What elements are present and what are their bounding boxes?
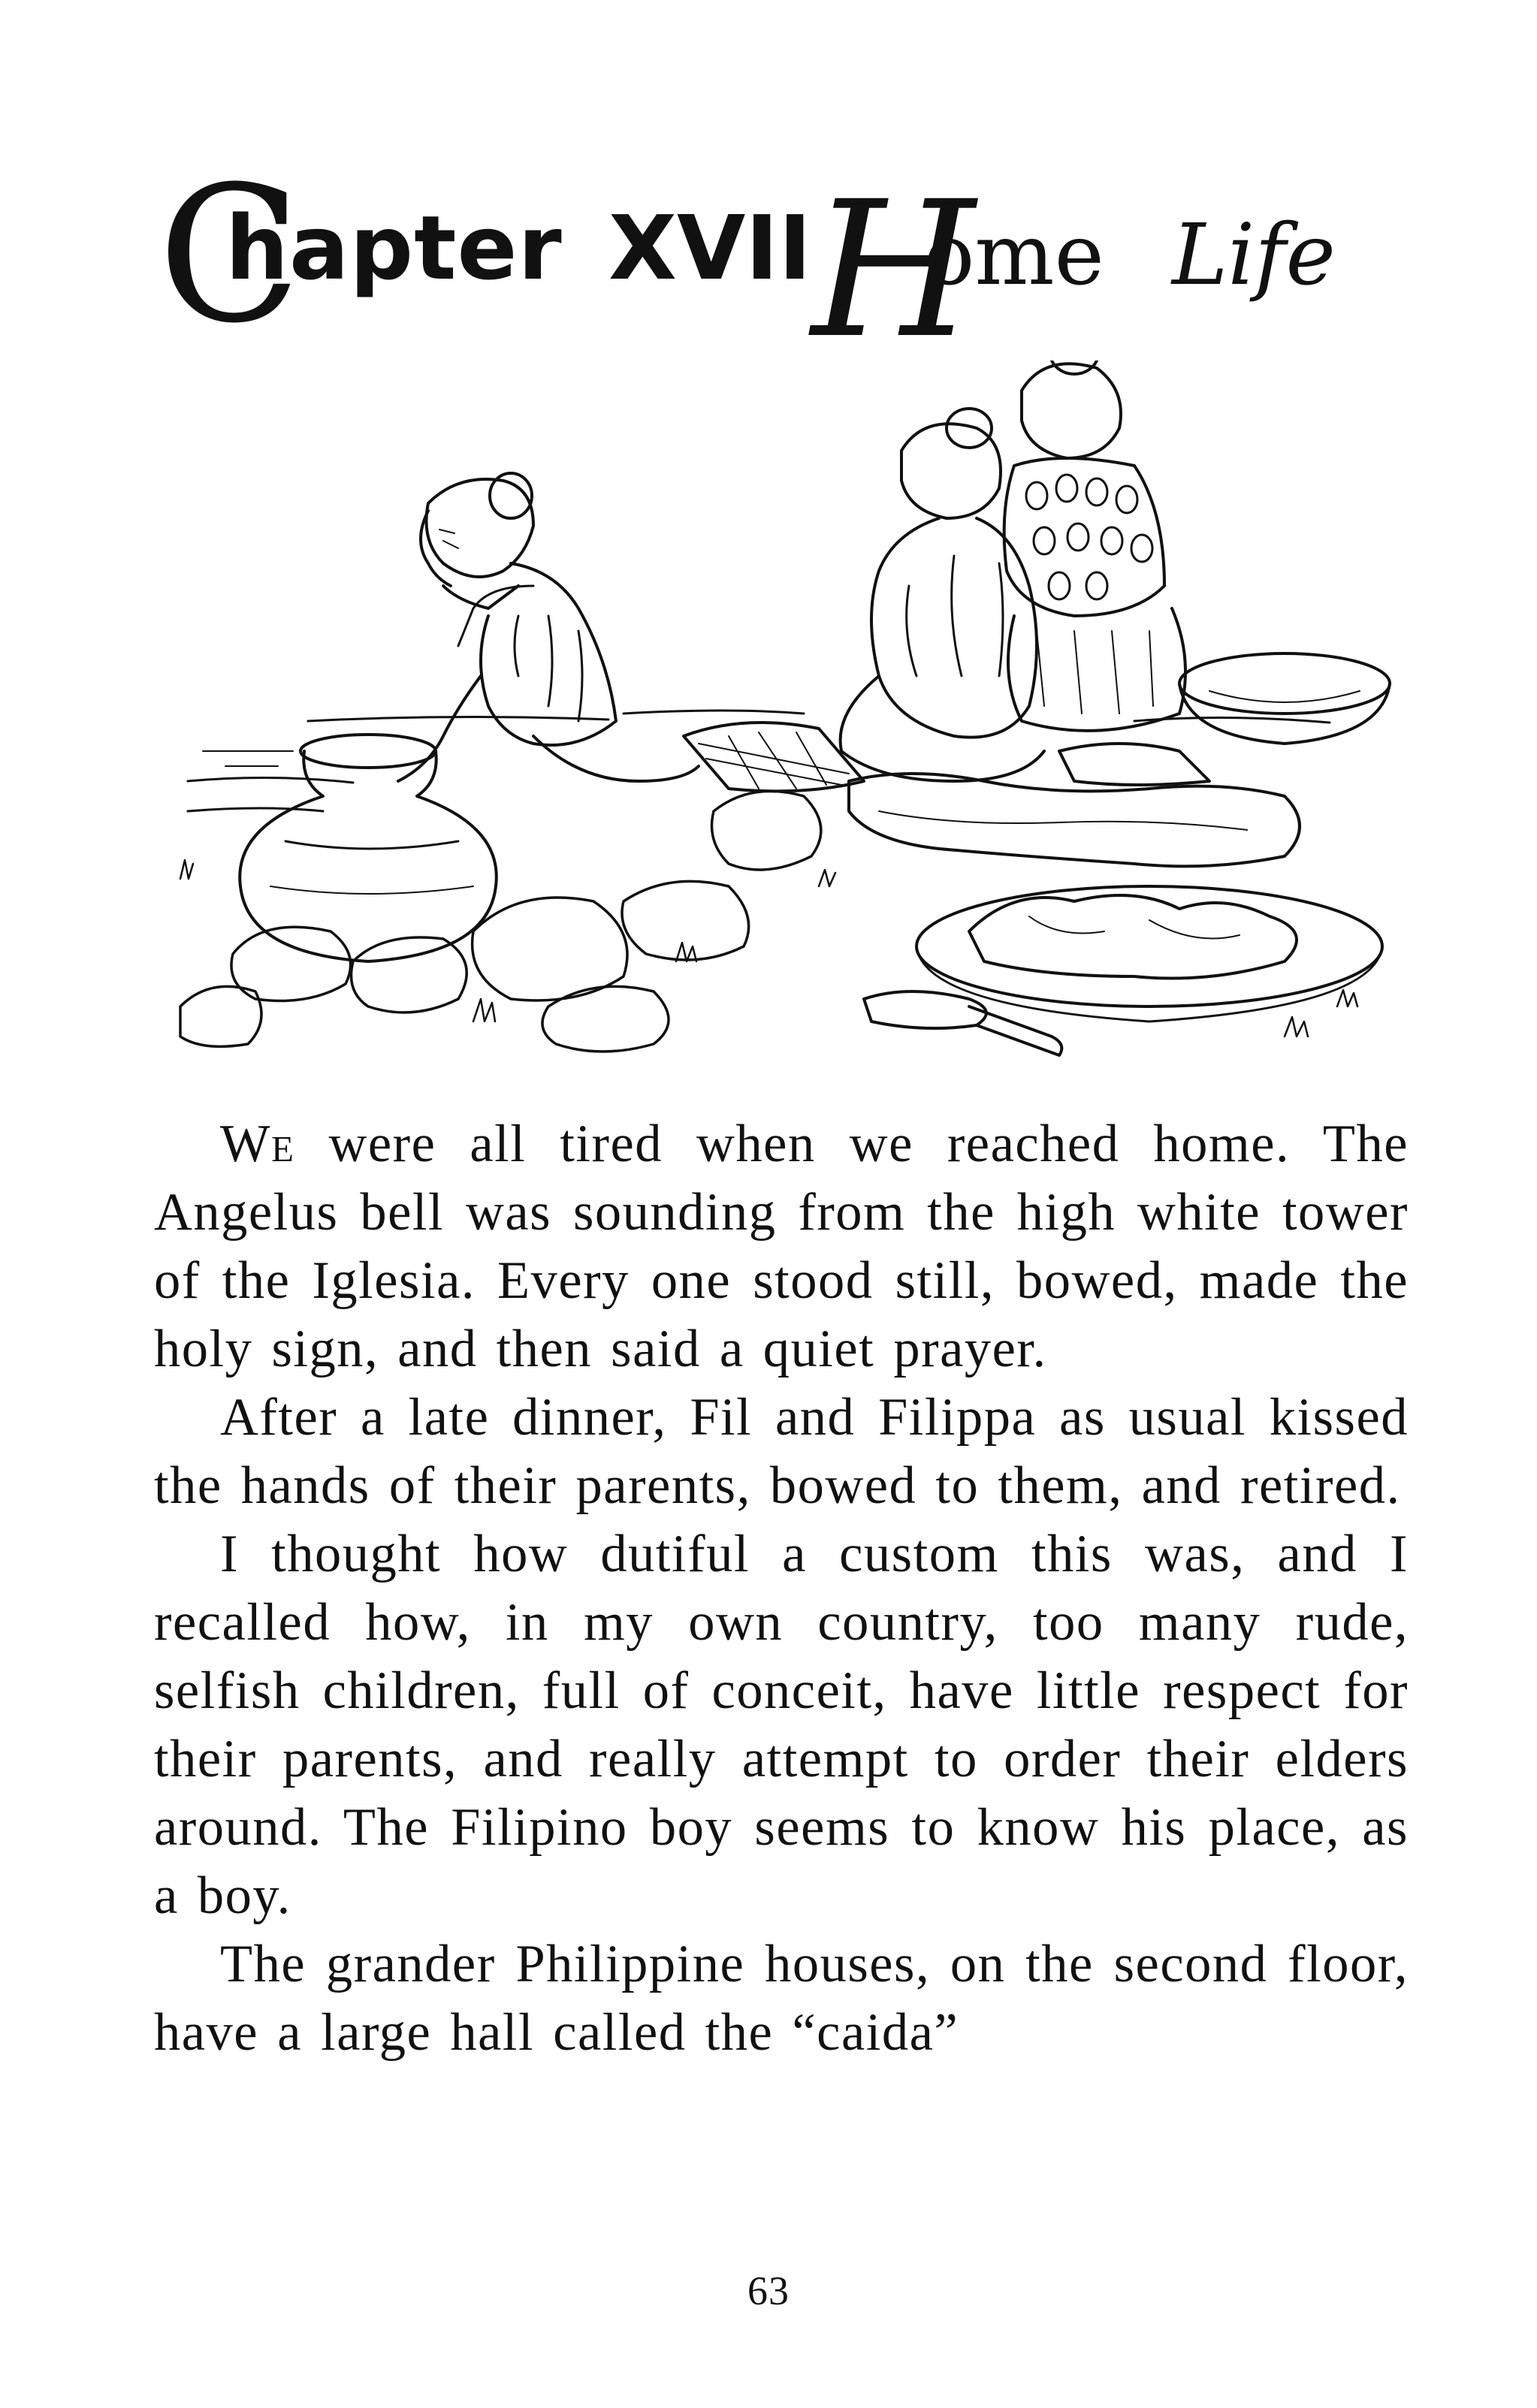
basket: [1179, 653, 1390, 744]
left-woman-figure: [398, 473, 699, 781]
chapter-initial: C: [158, 146, 302, 364]
paragraph-4: The grander Philippine houses, on the second floor, have a large hall called the “caida”: [154, 1935, 1409, 2062]
right-woman-figure: [1004, 361, 1185, 731]
chapter-title-word-2: Life: [1172, 207, 1336, 304]
paragraph-3: I thought how dutiful a custom this was, and I recalled how, in my own country, too many rude, selfish children, full of conceit, have little respect for their parents, and really attempt to order their elders around. The Filipino boy seems to know his place, as a boy.: [154, 1525, 1409, 1925]
chapter-word: hapter: [225, 196, 563, 300]
washing-basin: [916, 886, 1382, 1021]
body-text: [154, 1110, 1409, 2067]
wooden-paddle: [864, 991, 1061, 1055]
chapter-number: XVII: [608, 196, 812, 300]
rocks-foreground: [180, 791, 821, 1052]
paragraph-1: [154, 1110, 1409, 1384]
patterned-cloth: [684, 723, 864, 791]
chapter-heading: [158, 146, 1405, 387]
paragraph-1-lead: We: [220, 1115, 295, 1173]
paragraph-1-text: were all tired when we reached home. The Angelus bell was sounding from the high white tower of the Iglesia. Every one stood still, bowed, made the holy sign, and then said a quiet prayer.: [154, 1115, 1409, 1378]
chapter-title-initial: H: [811, 161, 976, 379]
paragraph-2: After a late dinner, Fil and Filippa as usual kissed the hands of their parents, bowed to them, and retired.: [154, 1388, 1409, 1515]
laundry-stones: [849, 744, 1300, 866]
women-washing-clothes-illustration: [158, 361, 1412, 1067]
page-number: 63: [747, 2268, 790, 2313]
chapter-title-word-1: ome: [924, 207, 1104, 304]
